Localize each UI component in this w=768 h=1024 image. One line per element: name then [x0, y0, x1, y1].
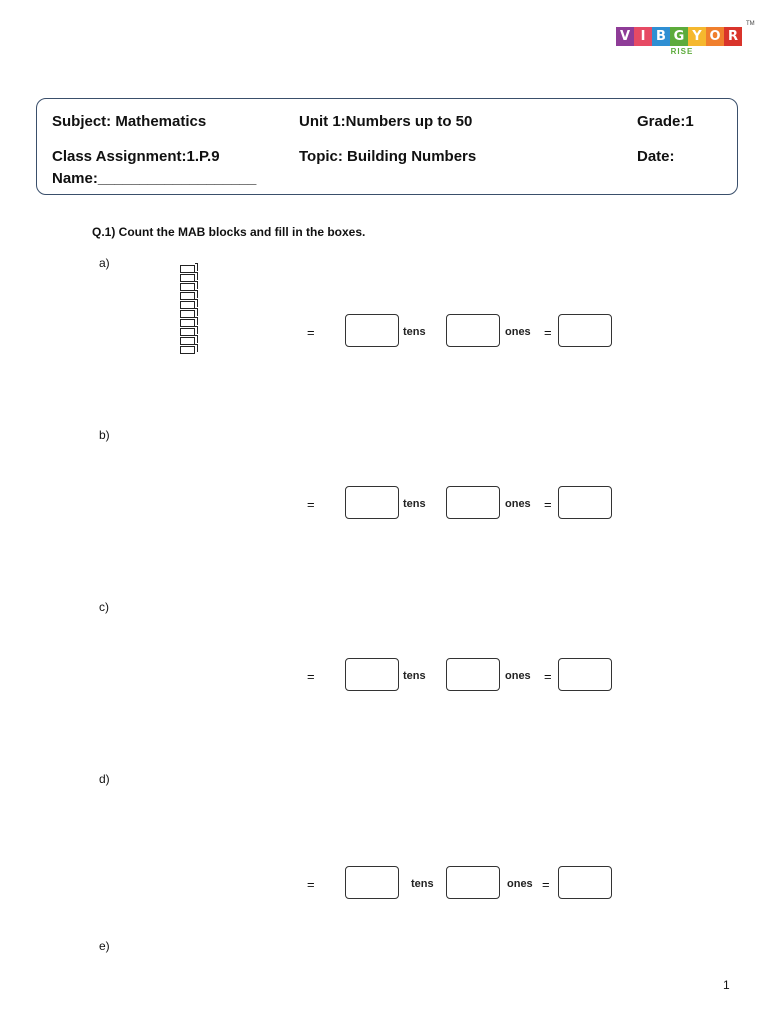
tens-label: tens	[403, 498, 426, 510]
total-answer-box[interactable]	[558, 866, 612, 899]
equals-sign: =	[544, 669, 552, 684]
mab-unit-cube	[180, 346, 195, 354]
mab-unit-cube	[180, 274, 195, 282]
unit-label: Unit 1:Numbers up to 50	[299, 113, 473, 130]
subject-label: Subject: Mathematics	[52, 113, 207, 130]
ones-answer-box[interactable]	[446, 658, 500, 691]
tens-answer-box[interactable]	[345, 314, 399, 347]
total-answer-box[interactable]	[558, 486, 612, 519]
total-answer-box[interactable]	[558, 314, 612, 347]
logo-subtitle: RISE	[670, 47, 694, 56]
vibgyor-rise-logo	[616, 21, 755, 59]
logo-letters	[616, 27, 751, 46]
worksheet-header	[36, 98, 738, 195]
part-label-c: c)	[99, 600, 109, 614]
mab-unit-cube	[180, 292, 195, 300]
equals-sign: =	[542, 877, 550, 892]
logo-letter-b: B	[652, 27, 670, 46]
part-label-a: a)	[99, 256, 110, 270]
logo-letter-r: R	[724, 27, 742, 46]
page-number: 1	[723, 978, 730, 992]
logo-letter-i: I	[634, 27, 652, 46]
equals-sign: =	[307, 497, 315, 512]
mab-unit-cube	[180, 301, 195, 309]
mab-unit-cube	[180, 319, 195, 327]
tens-answer-box[interactable]	[345, 866, 399, 899]
equals-sign: =	[307, 877, 315, 892]
total-answer-box[interactable]	[558, 658, 612, 691]
part-label-e: e)	[99, 939, 110, 953]
assignment-label: Class Assignment:1.P.9	[52, 148, 220, 165]
tens-answer-box[interactable]	[345, 658, 399, 691]
logo-trademark: TM	[746, 21, 755, 27]
grade-label: Grade:1	[637, 113, 694, 130]
ones-label: ones	[505, 326, 531, 338]
tens-answer-box[interactable]	[345, 486, 399, 519]
tens-label: tens	[403, 326, 426, 338]
mab-unit-cube	[180, 310, 195, 318]
mab-unit-cube	[180, 328, 195, 336]
mab-unit-cube	[180, 283, 195, 291]
logo-letter-y: Y	[688, 27, 706, 46]
part-label-d: d)	[99, 772, 110, 786]
ones-label: ones	[507, 878, 533, 890]
ones-answer-box[interactable]	[446, 314, 500, 347]
ones-answer-box[interactable]	[446, 486, 500, 519]
mab-unit-cube	[180, 337, 195, 345]
name-field[interactable]: Name:___________________	[52, 170, 257, 187]
tens-label: tens	[411, 878, 434, 890]
logo-letter-o: O	[706, 27, 724, 46]
date-label: Date:	[637, 148, 675, 165]
equals-sign: =	[544, 497, 552, 512]
part-label-b: b)	[99, 428, 110, 442]
ones-label: ones	[505, 670, 531, 682]
logo-letter-v: V	[616, 27, 634, 46]
mab-unit-cube	[180, 265, 195, 273]
equals-sign: =	[544, 325, 552, 340]
mab-ten-rod	[180, 265, 195, 355]
tens-label: tens	[403, 670, 426, 682]
ones-label: ones	[505, 498, 531, 510]
ones-answer-box[interactable]	[446, 866, 500, 899]
topic-label: Topic: Building Numbers	[299, 148, 477, 165]
question-title: Q.1) Count the MAB blocks and fill in the boxes.	[92, 225, 366, 239]
logo-letter-g: G	[670, 27, 688, 46]
equals-sign: =	[307, 669, 315, 684]
equals-sign: =	[307, 325, 315, 340]
